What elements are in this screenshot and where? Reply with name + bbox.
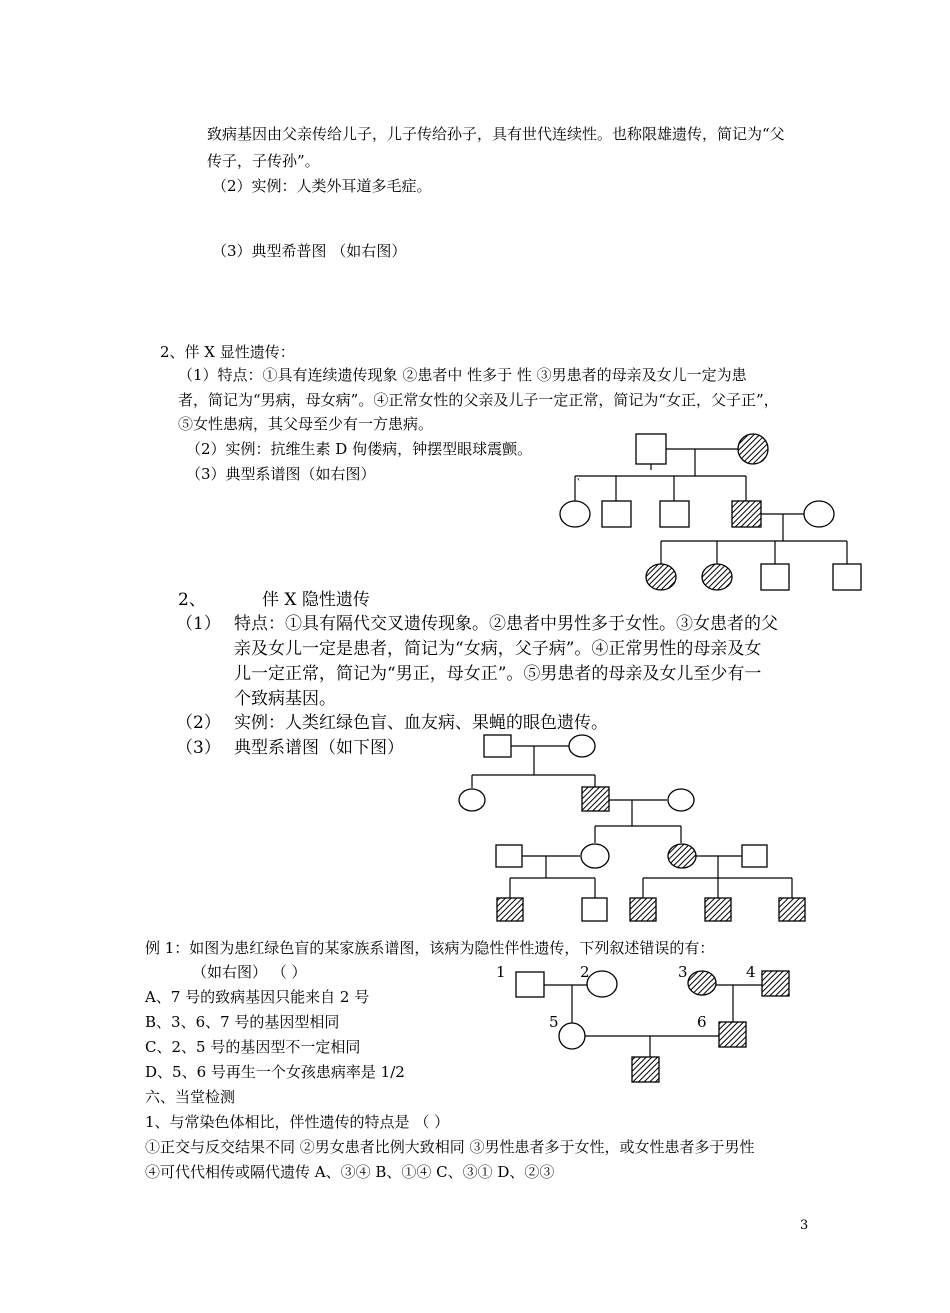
male-affected [630, 898, 656, 921]
male-affected [582, 787, 609, 811]
individual-3-female-affected [688, 971, 716, 995]
male-normal [761, 564, 789, 590]
male-normal [742, 845, 767, 867]
male-normal [660, 501, 689, 527]
s6-options: ①正交与反交结果不同 ②男女患者比例大致相同 ③男性患者多于女性，或女性患者多于男性 [145, 1138, 755, 1156]
female-normal [668, 789, 694, 811]
s3-pedigree-caption: 典型系谱图（如下图） [234, 738, 404, 758]
female-normal [804, 501, 834, 527]
s3-n2: （2） [176, 713, 221, 733]
s2-example: （2）实例：抗维生素 D 佝偻病，钟摆型眼球震颤。 [186, 440, 533, 458]
s3-example: 实例：人类红绿色盲、血友病、果蝇的眼色遗传。 [234, 713, 608, 733]
male-affected [779, 898, 805, 921]
female-affected [738, 434, 768, 464]
individual-2-female-normal [587, 971, 617, 997]
male-affected [705, 898, 731, 921]
s1-pedigree-caption: （3）典型希普图 （如右图） [212, 242, 407, 260]
individual-4-male-affected [762, 971, 789, 996]
label-6: 6 [697, 1013, 707, 1031]
s3-feature-line1: 特点：①具有隔代交叉遗传现象。②患者中男性多于女性。③女患者的父 [234, 614, 778, 634]
s2-feature-line3: ⑤女性患病，其父母至少有一方患病。 [178, 415, 434, 433]
s1-example: （2）实例：人类外耳道多毛症。 [212, 177, 432, 195]
label-5: 5 [549, 1013, 559, 1031]
male-affected [497, 898, 523, 921]
s2-feature-line2: 者，简记为“男病，母女病”。④正常女性的父亲及儿子一定正常，简记为“女正，父子正”， [178, 391, 779, 409]
pedigree-x-dominant [560, 434, 861, 590]
male-normal [484, 735, 511, 757]
s6-answers: ④可代代相传或隔代遗传 A、③④ B、①④ C、③① D、②③ [145, 1163, 555, 1181]
female-affected [668, 844, 696, 868]
male-normal [636, 434, 666, 464]
s3-number: 2、 [178, 590, 206, 610]
male-normal [496, 845, 522, 867]
label-1: 1 [496, 963, 506, 981]
ex1-question: 例 1：如图为患红绿色盲的某家族系谱图，该病为隐性伴性遗传，下列叙述错误的有： [145, 939, 715, 957]
s2-feature-line1: （1）特点：①具有连续遗传现象 ②患者中 性多于 性 ③男患者的母亲及女儿一定为患 [178, 366, 747, 384]
s3-feature-line3: 儿一定正常，简记为“男正，母女正”。⑤男患者的母亲及女儿至少有一 [234, 664, 762, 684]
option-d: D、5、6 号再生一个女孩患病率是 1/2 [145, 1063, 405, 1081]
individual-6-male-affected [719, 1022, 746, 1047]
ex1-sub: （如右图） （ ） [192, 963, 307, 981]
female-normal [459, 789, 485, 811]
s3-n1: （1） [176, 614, 221, 634]
s1-line2: 传子，子传孙”。 [207, 152, 320, 170]
label-2: 2 [580, 963, 590, 981]
female-normal [560, 501, 590, 527]
s3-feature-line2: 亲及女儿一定是患者，简记为“女病，父子病”。④正常男性的母亲及女 [234, 639, 762, 659]
male-affected [732, 501, 761, 527]
pedigree-x-recessive [459, 735, 805, 921]
individual-1-male-normal [516, 972, 544, 997]
female-normal [569, 735, 595, 757]
female-affected [646, 564, 676, 590]
individual-7-male-affected [632, 1057, 659, 1082]
s3-title: 伴 X 隐性遗传 [262, 590, 370, 610]
s3-feature-line4: 个致病基因。 [234, 689, 336, 709]
s6-heading: 六、当堂检测 [145, 1088, 236, 1106]
tick-mark: ` [576, 477, 582, 491]
s3-n3: （3） [176, 738, 221, 758]
option-b: B、3、6、7 号的基因型相同 [145, 1013, 340, 1031]
label-3: 3 [678, 963, 688, 981]
label-4: 4 [746, 963, 756, 981]
female-normal [581, 844, 609, 868]
option-a: A、7 号的致病基因只能来自 2 号 [145, 988, 370, 1006]
male-normal [833, 564, 861, 590]
option-c: C、2、5 号的基因型不一定相同 [145, 1038, 361, 1056]
male-normal [582, 898, 607, 921]
s1-line1: 致病基因由父亲传给儿子，儿子传给孙子，具有世代连续性。也称限雄遗传，简记为“父 [207, 125, 785, 143]
male-normal [602, 501, 631, 527]
s2-heading: 2、伴 X 显性遗传： [160, 343, 295, 361]
s2-pedigree-caption: （3）典型系谱图（如右图） [186, 465, 376, 483]
individual-5-female-normal [559, 1023, 585, 1049]
s6-question1: 1、与常染色体相比，伴性遗传的特点是 （ ） [145, 1113, 450, 1131]
female-affected [702, 564, 732, 590]
page-number: 3 [800, 1218, 809, 1233]
